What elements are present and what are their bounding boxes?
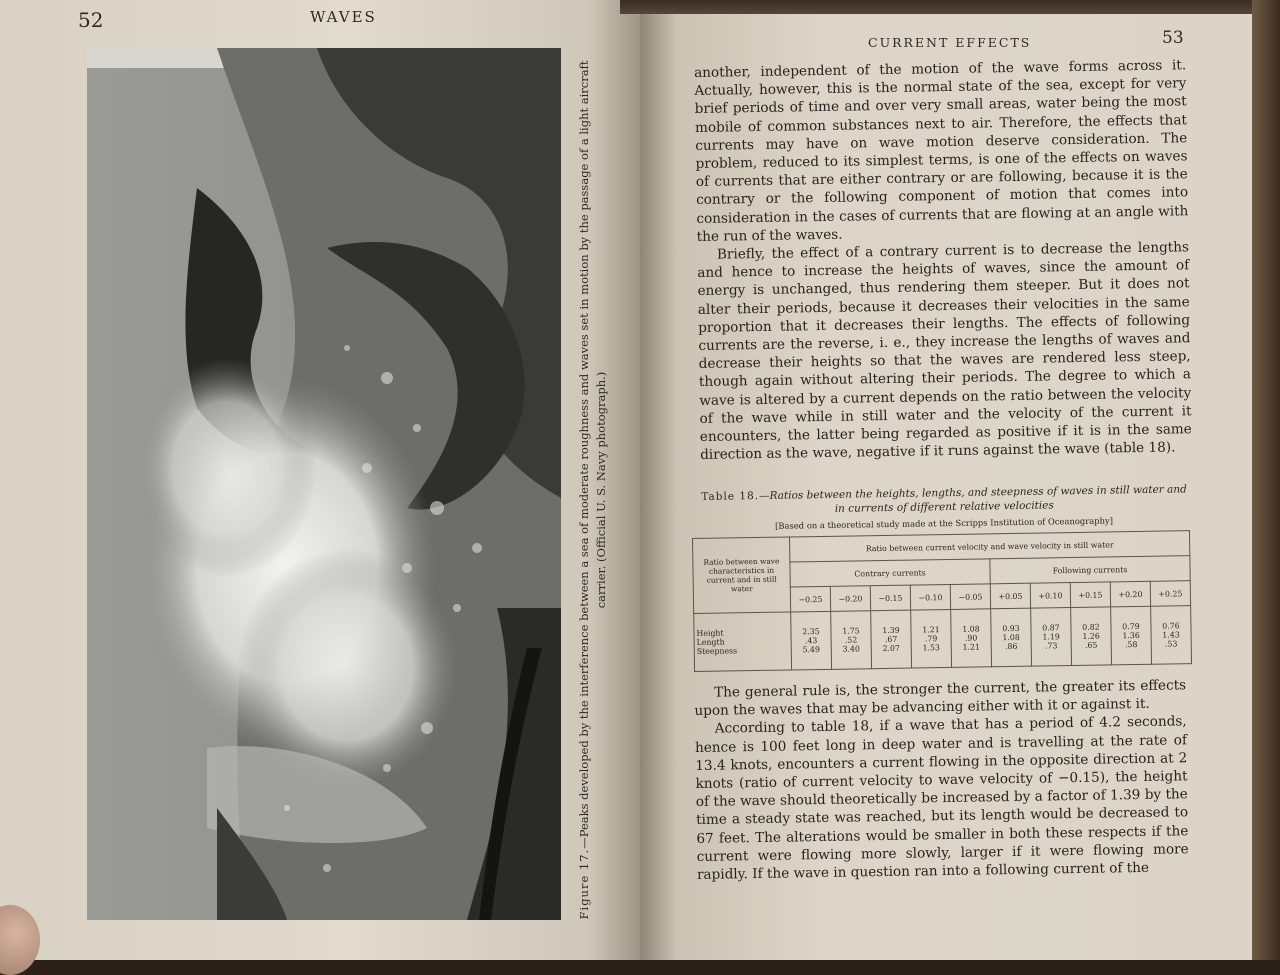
table-col-header: −0.05 bbox=[950, 584, 990, 610]
figure-label: Figure 17. bbox=[577, 848, 591, 920]
table-title-text: —Ratios between the heights, lengths, and steepness of waves in still water and in currents of different relative velocities bbox=[758, 483, 1187, 515]
cell-height: 1.08 bbox=[962, 624, 980, 634]
cell-steepness: .65 bbox=[1084, 640, 1098, 650]
table-col-header: +0.05 bbox=[990, 583, 1030, 609]
wave-photograph bbox=[87, 48, 561, 920]
body-text-top bbox=[694, 56, 1192, 464]
table-col-header: +0.10 bbox=[1030, 583, 1070, 609]
cell-height: 1.75 bbox=[842, 626, 860, 636]
table-label: Table 18. bbox=[701, 490, 760, 503]
book-cover-edge bbox=[1252, 0, 1280, 960]
cell-steepness: 3.40 bbox=[842, 644, 861, 654]
cell-height: 0.82 bbox=[1082, 622, 1100, 632]
cell-steepness: 2.07 bbox=[882, 643, 901, 654]
cell-length: 1.19 bbox=[1042, 632, 1060, 642]
table-18 bbox=[692, 530, 1192, 672]
cell-length: 1.26 bbox=[1082, 631, 1100, 641]
cell-steepness: 1.21 bbox=[962, 642, 981, 652]
table-note: [Based on a theoretical study made at the Scripps Institution of Oceanography] bbox=[775, 515, 1114, 531]
cell-height: 2.35 bbox=[802, 627, 820, 637]
paragraph-2: Briefly, the effect of a contrary current is to decrease the lengths and hence to increase the heights of waves, since the amount of energy is unchanged, thus rendering them steeper. But it does not alter their periods, because it decreases their velocities in the same proportion that it decreases their lengths. The effects of following currents are the reverse, i. e., they increase the lengths of waves and decrease their heights so that the waves are rendered less steep, though again without altering their periods. The degree to which a wave is altered by a current depends on the ratio between the velocity of the wave while in still water and the velocity of the current it encounters, the latter being regarded as positive if it is in the same direction as the wave, negative if it runs against the wave (table 18). bbox=[697, 239, 1192, 464]
right-running-head: CURRENT EFFECTS bbox=[868, 35, 1032, 50]
cell-height: 0.87 bbox=[1042, 623, 1060, 633]
table-col-header: +0.20 bbox=[1110, 581, 1150, 607]
cell-steepness: .86 bbox=[1004, 641, 1018, 652]
figure-caption bbox=[570, 60, 616, 920]
cell-length: .90 bbox=[964, 633, 978, 643]
cell-height: 1.21 bbox=[922, 625, 940, 635]
cell-length: 1.36 bbox=[1122, 631, 1140, 641]
cell-steepness: 1.53 bbox=[922, 643, 941, 653]
cell-steepness: .53 bbox=[1164, 639, 1178, 649]
left-page-number: 52 bbox=[78, 8, 104, 32]
figure-caption-text: —Peaks developed by the interference between a sea of moderate roughness and waves set in motion by the passage of a light aircraft carrier. bbox=[577, 60, 608, 849]
cell-length: .52 bbox=[844, 635, 858, 645]
cell-length: 1.08 bbox=[1002, 632, 1020, 643]
table-stub-header: Ratio between wave characteristics in current and in still water bbox=[693, 537, 791, 614]
figure-credit: (Official U. S. Navy photograph.) bbox=[594, 371, 608, 562]
table-col-header: −0.25 bbox=[790, 586, 830, 612]
cell-height: 1.39 bbox=[882, 625, 900, 636]
row-label-steepness: Steepness bbox=[696, 646, 738, 657]
row-label-length: Length bbox=[696, 637, 725, 648]
row-label-height: Height bbox=[696, 628, 724, 639]
cell-steepness: .73 bbox=[1044, 641, 1058, 651]
cell-length: .67 bbox=[884, 634, 898, 645]
table-col-header: +0.25 bbox=[1150, 581, 1190, 607]
paragraph-1: another, independent of the motion of the wave forms across it. Actually, however, this is the normal state of the sea, except for very brief periods of time and over very small areas, water being the most mobile of common substances next to air. Therefore, the effects that currents may have on wave motion deserve consideration. The problem, reduced to its simplest terms, is one of the effects on waves of currents that are either contrary or are following, because it is the contrary or the following component of motion that comes into consideration in the cases of currents that are flowing at an angle with the run of the waves. bbox=[694, 57, 1189, 245]
left-running-head: WAVES bbox=[310, 8, 377, 26]
table-col-header: −0.10 bbox=[910, 585, 950, 611]
cell-length: 1.43 bbox=[1162, 630, 1180, 640]
right-page-number: 53 bbox=[1162, 28, 1184, 48]
table-group-following: Following currents bbox=[990, 556, 1190, 584]
table-col-header: +0.15 bbox=[1070, 582, 1110, 608]
paragraph-3: The general rule is, the stronger the current, the greater its effects upon the waves that may be advancing either with it or against it. bbox=[694, 677, 1187, 720]
cell-length: .79 bbox=[924, 634, 938, 644]
table-group-contrary: Contrary currents bbox=[790, 559, 990, 587]
book-cover-top bbox=[620, 0, 1280, 14]
table-col-header: −0.20 bbox=[830, 586, 870, 612]
table-col-header: −0.15 bbox=[870, 585, 910, 611]
cell-length: .43 bbox=[804, 636, 818, 646]
body-text-bottom bbox=[694, 676, 1189, 884]
table-row bbox=[694, 606, 1192, 672]
cell-steepness: 5.49 bbox=[802, 645, 821, 655]
table-spanner: Ratio between current velocity and wave velocity in still water bbox=[789, 531, 1189, 562]
cell-height: 0.76 bbox=[1162, 621, 1180, 631]
cell-height: 0.93 bbox=[1002, 623, 1020, 634]
paragraph-4: According to table 18, if a wave that has a period of 4.2 seconds, hence is 100 feet long in deep water and is travelling at the rate of 13.4 knots, encounters a current flowing in the opposite direction at 2 knots (ratio of current velocity to wave velocity of −0.15), the height of the wave should theoretically be increased by a factor of 1.39 by the time a steady state was reached, but its length would be decreased to 67 feet. The alterations would be smaller in both these respects if the current were flowing more slowly, larger if it were flowing more rapidly. If the wave in question ran into a following current of the bbox=[694, 713, 1189, 884]
cell-steepness: .58 bbox=[1124, 640, 1138, 650]
cell-height: 0.79 bbox=[1122, 622, 1140, 632]
